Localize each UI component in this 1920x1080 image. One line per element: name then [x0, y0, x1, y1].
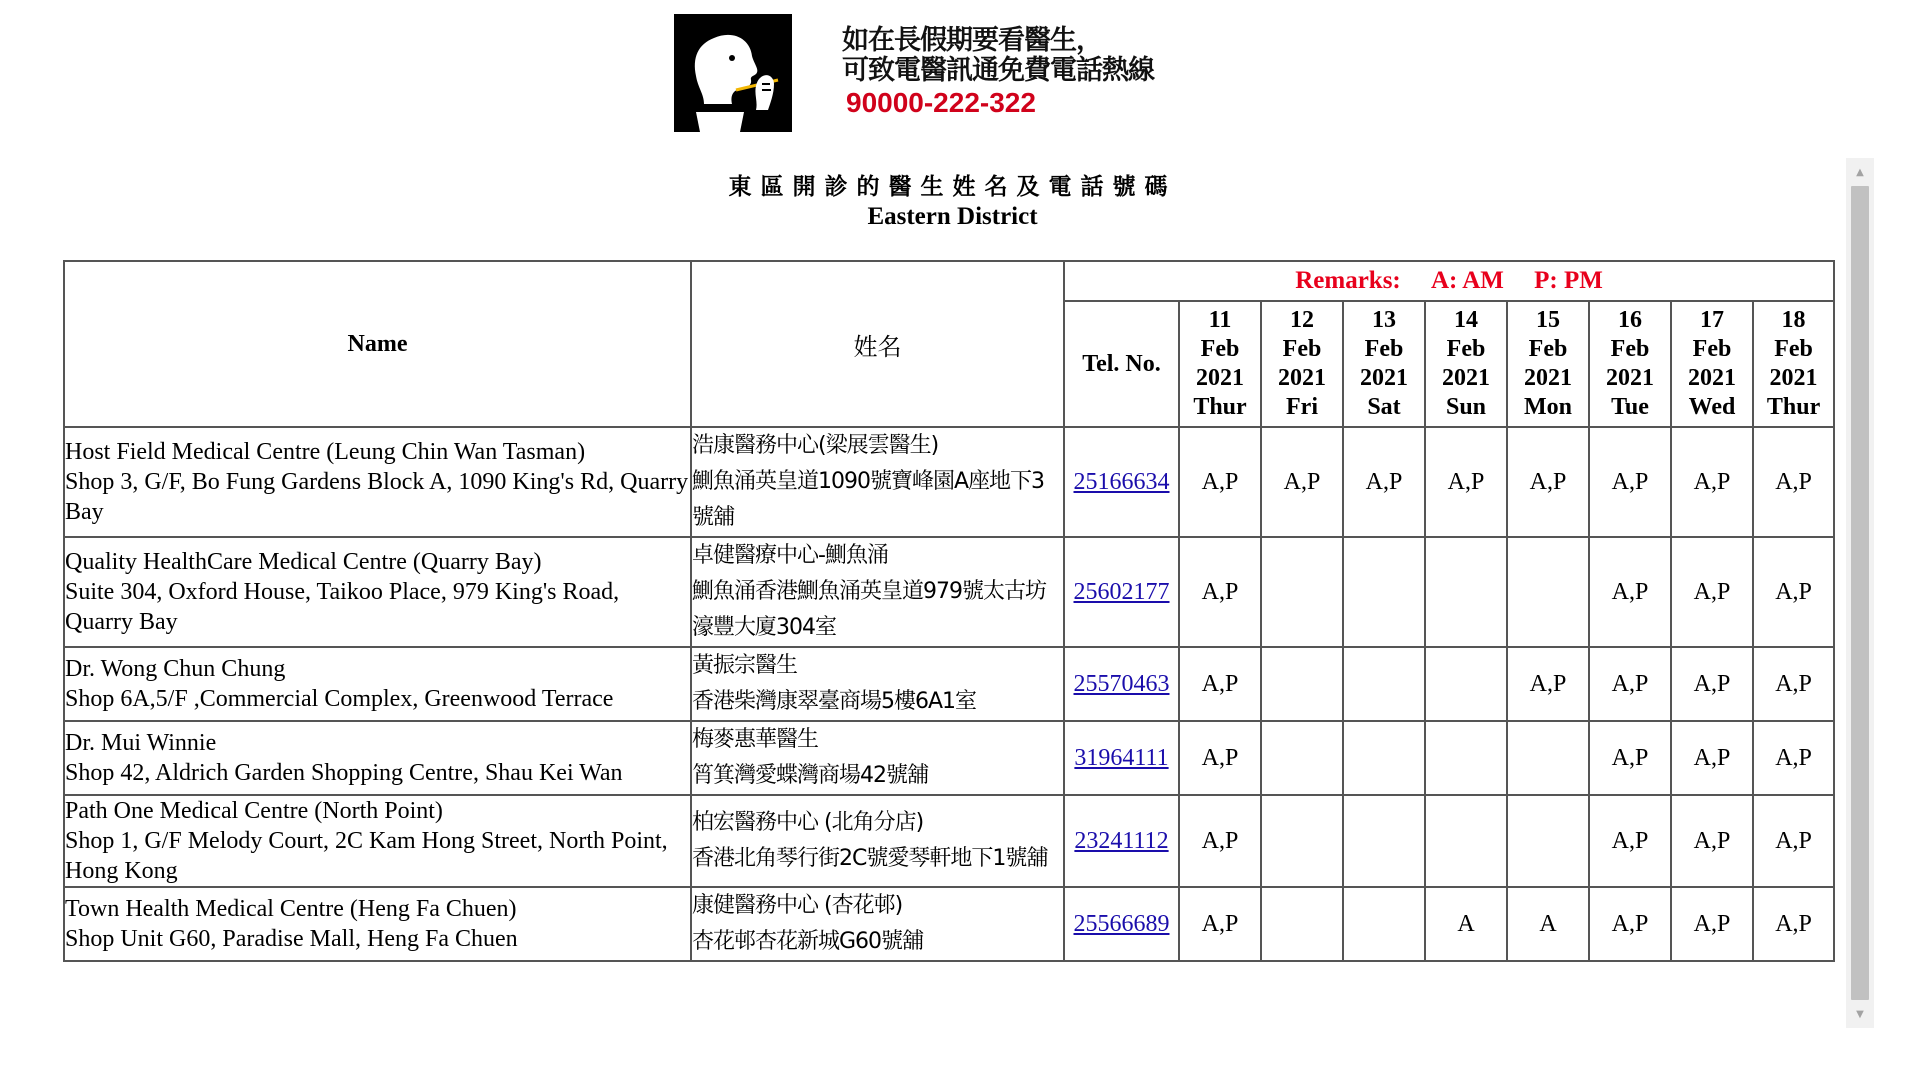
session-cell: A — [1425, 887, 1507, 961]
scrollbar-thumb[interactable] — [1851, 186, 1869, 1000]
clinic-name: Host Field Medical Centre (Leung Chin Wan Tasman) — [65, 439, 586, 465]
remarks-label: Remarks: — [1295, 267, 1401, 294]
session-cell — [1261, 721, 1343, 795]
session-cell — [1425, 647, 1507, 721]
session-cell: A,P — [1507, 647, 1589, 721]
session-cell: A,P — [1507, 427, 1589, 537]
table-row — [64, 721, 1834, 795]
session-cell: A,P — [1753, 647, 1834, 721]
clinic-name: Dr. Mui Winnie — [65, 730, 217, 756]
session-cell: A,P — [1753, 427, 1834, 537]
session-cell — [1261, 647, 1343, 721]
clinic-address-chinese: 鰂魚涌香港鰂魚涌英皇道979號太古坊濠豐大廈304室 — [692, 579, 1046, 640]
table-row — [64, 647, 1834, 721]
hotline-text — [842, 26, 1262, 120]
date-header: 13 Feb 2021 Sat — [1343, 301, 1425, 427]
clinic-name-chinese: 康健醫務中心 (杏花邨) — [692, 893, 903, 918]
date-header: 15 Feb 2021 Mon — [1507, 301, 1589, 427]
session-cell: A,P — [1753, 887, 1834, 961]
date-header: 11 Feb 2021 Thur — [1179, 301, 1261, 427]
session-cell — [1343, 795, 1425, 887]
clinic-address: Shop 1, G/F Melody Court, 2C Kam Hong Street, North Point, Hong Kong — [65, 828, 668, 884]
clinic-address-chinese: 鰂魚涌英皇道1090號寶峰園A座地下3號舖 — [692, 469, 1045, 530]
remarks-legend — [1064, 261, 1834, 301]
session-cell: A,P — [1589, 795, 1671, 887]
clinic-name: Path One Medical Centre (North Point) — [65, 798, 443, 824]
session-cell: A,P — [1671, 427, 1753, 537]
clinic-name: Dr. Wong Chun Chung — [65, 656, 286, 682]
session-cell — [1507, 795, 1589, 887]
session-cell — [1425, 795, 1507, 887]
column-header-name: Name — [64, 261, 691, 427]
hotline-number: 90000-222-322 — [846, 87, 1036, 118]
session-cell — [1507, 721, 1589, 795]
clinic-name-cell — [64, 721, 691, 795]
table-row — [64, 795, 1834, 887]
column-header-name-chinese: 姓名 — [691, 261, 1064, 427]
hotline-line-2: 可致電醫訊通免費電話熱線 — [842, 55, 1154, 86]
clinic-address-chinese: 杏花邨杏花新城G60號舖 — [692, 929, 924, 954]
tel-cell — [1064, 537, 1179, 647]
session-cell: A,P — [1671, 647, 1753, 721]
session-cell: A — [1507, 887, 1589, 961]
tel-cell — [1064, 795, 1179, 887]
session-cell — [1261, 887, 1343, 961]
table-row — [64, 887, 1834, 961]
page-title — [0, 172, 1905, 232]
session-cell: A,P — [1671, 721, 1753, 795]
tel-link[interactable]: 31964111 — [1074, 744, 1169, 771]
vertical-scrollbar[interactable] — [1846, 158, 1874, 1028]
clinic-address-chinese: 香港北角琴行街2C號愛琴軒地下1號舖 — [692, 846, 1048, 871]
tel-cell — [1064, 647, 1179, 721]
clinic-address-chinese: 香港柴灣康翠臺商場5樓6A1室 — [692, 689, 977, 714]
clinic-address: Shop Unit G60, Paradise Mall, Heng Fa Chuen — [65, 926, 518, 952]
session-cell: A,P — [1753, 721, 1834, 795]
page-title-english: Eastern District — [867, 203, 1038, 230]
tel-cell — [1064, 887, 1179, 961]
clinic-name-chinese-cell — [691, 647, 1064, 721]
session-cell — [1343, 887, 1425, 961]
remarks-pm: P: PM — [1534, 267, 1603, 294]
tel-cell — [1064, 721, 1179, 795]
tel-link[interactable]: 25570463 — [1073, 670, 1170, 697]
hotline-line-1: 如在長假期要看醫生， — [842, 25, 1102, 56]
session-cell: A,P — [1179, 795, 1261, 887]
clinic-name-chinese-cell — [691, 721, 1064, 795]
clinic-address: Suite 304, Oxford House, Taikoo Place, 979 King's Road, Quarry Bay — [65, 579, 620, 635]
clinic-name-chinese-cell — [691, 887, 1064, 961]
tel-link[interactable]: 23241112 — [1074, 827, 1169, 854]
remarks-am: A: AM — [1431, 267, 1504, 294]
session-cell: A,P — [1261, 427, 1343, 537]
clinic-name-chinese-cell — [691, 795, 1064, 887]
session-cell: A,P — [1425, 427, 1507, 537]
session-cell: A,P — [1589, 427, 1671, 537]
session-cell — [1425, 721, 1507, 795]
session-cell: A,P — [1179, 721, 1261, 795]
session-cell: A,P — [1671, 887, 1753, 961]
date-header: 17 Feb 2021 Wed — [1671, 301, 1753, 427]
scroll-down-arrow-icon[interactable]: ▼ — [1856, 1008, 1864, 1020]
clinic-name-chinese: 梅麥惠華醫生 — [692, 727, 819, 752]
session-cell — [1343, 647, 1425, 721]
clinic-name-cell — [64, 887, 691, 961]
clinic-name-chinese-cell — [691, 537, 1064, 647]
session-cell: A,P — [1589, 537, 1671, 647]
session-cell — [1261, 795, 1343, 887]
date-header: 12 Feb 2021 Fri — [1261, 301, 1343, 427]
session-cell: A,P — [1589, 647, 1671, 721]
clinic-address: Shop 6A,5/F ,Commercial Complex, Greenwood Terrace — [65, 686, 614, 712]
clinic-name-cell — [64, 647, 691, 721]
clinic-address: Shop 3, G/F, Bo Fung Gardens Block A, 1090 King's Rd, Quarry Bay — [65, 469, 689, 525]
doctor-logo-icon — [674, 14, 792, 132]
session-cell: A,P — [1179, 427, 1261, 537]
clinic-name: Quality HealthCare Medical Centre (Quarry Bay) — [65, 549, 542, 575]
session-cell: A,P — [1671, 537, 1753, 647]
session-cell: A,P — [1343, 427, 1425, 537]
clinic-schedule-table — [63, 260, 1835, 962]
session-cell: A,P — [1671, 795, 1753, 887]
session-cell: A,P — [1179, 537, 1261, 647]
clinic-address: Shop 42, Aldrich Garden Shopping Centre, Shau Kei Wan — [65, 760, 623, 786]
session-cell: A,P — [1589, 887, 1671, 961]
session-cell: A,P — [1589, 721, 1671, 795]
clinic-name-chinese: 浩康醫務中心(梁展雲醫生) — [692, 433, 939, 458]
session-cell — [1425, 537, 1507, 647]
clinic-name-cell — [64, 427, 691, 537]
session-cell: A,P — [1753, 795, 1834, 887]
table-row — [64, 537, 1834, 647]
date-header: 16 Feb 2021 Tue — [1589, 301, 1671, 427]
session-cell — [1343, 537, 1425, 647]
tel-cell — [1064, 427, 1179, 537]
session-cell: A,P — [1179, 647, 1261, 721]
clinic-address-chinese: 筲箕灣愛蝶灣商場42號舖 — [692, 763, 928, 788]
clinic-name-chinese: 黃振宗醫生 — [692, 653, 798, 678]
clinic-name-cell — [64, 537, 691, 647]
session-cell — [1261, 537, 1343, 647]
clinic-name-cell — [64, 795, 691, 887]
tel-link[interactable]: 25566689 — [1073, 910, 1170, 937]
table-header-row — [64, 261, 1834, 301]
column-header-tel: Tel. No. — [1064, 301, 1179, 427]
clinic-name-chinese: 卓健醫療中心-鰂魚涌 — [692, 543, 888, 568]
date-header: 18 Feb 2021 Thur — [1753, 301, 1834, 427]
session-cell — [1343, 721, 1425, 795]
clinic-name-chinese: 柏宏醫務中心 (北角分店) — [692, 810, 924, 835]
date-header: 14 Feb 2021 Sun — [1425, 301, 1507, 427]
tel-link[interactable]: 25166634 — [1073, 468, 1170, 495]
page-title-chinese: 東區開診的醫生姓名及電話號碼 — [728, 174, 1177, 200]
scroll-up-arrow-icon[interactable]: ▲ — [1856, 166, 1864, 178]
clinic-name: Town Health Medical Centre (Heng Fa Chuen) — [65, 896, 517, 922]
session-cell — [1507, 537, 1589, 647]
tel-link[interactable]: 25602177 — [1073, 578, 1170, 605]
session-cell: A,P — [1179, 887, 1261, 961]
session-cell: A,P — [1753, 537, 1834, 647]
clinic-name-chinese-cell — [691, 427, 1064, 537]
table-row — [64, 427, 1834, 537]
